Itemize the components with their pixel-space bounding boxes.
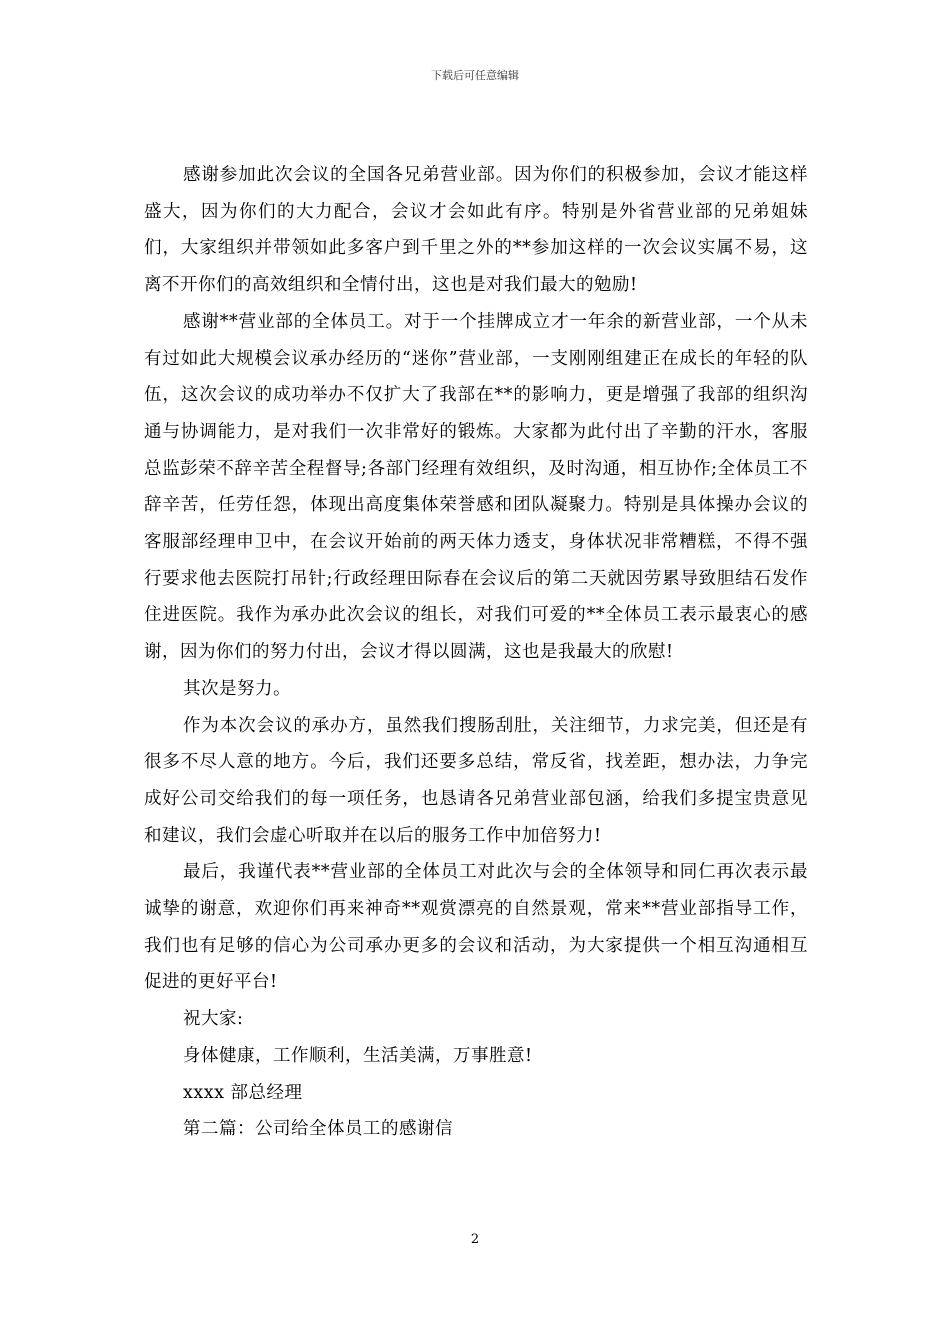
paragraph-closing: 最后，我谨代表**营业部的全体员工对此次与会的全体领导和同仁再次表示最诚挚的谢意，欢迎你们再来神奇**观赏漂亮的自然景观，常来**营业部指导工作，我们也有足够的信心为公司承办更多的会议和活动，为大家提供一个相互沟通相互促进的更好平台! bbox=[144, 862, 808, 993]
next-section-title: 第二篇：公司给全体员工的感谢信 bbox=[183, 1119, 453, 1140]
signature-line: xxxx 部总经理 bbox=[183, 1082, 303, 1103]
paragraph-thanks-branches: 感谢参加此次会议的全国各兄弟营业部。因为你们的积极参加，会议才能这样盛大，因为你们的大力配合，会议才会如此有序。特别是外省营业部的兄弟姐妹们，大家组织并带领如此多客户到千里之外的**参加这样的一次会议实属不易，这离不开你们的高效组织和全情付出，这也是对我们最大的勉励! bbox=[144, 165, 808, 296]
wishes-line: 身体健康，工作顺利，生活美满，万事胜意! bbox=[183, 1045, 533, 1066]
header-note: 下载后可任意编辑 bbox=[431, 69, 519, 82]
paragraph-effort: 作为本次会议的承办方，虽然我们搜肠刮肚，关注细节，力求完美，但还是有很多不尽人意的地方。今后，我们还要多总结，常反省，找差距，想办法，力争完成好公司交给我们的每一项任务，也恳请各兄弟营业部包涵，给我们多提宝贵意见和建议，我们会虚心听取并在以后的服务工作中加倍努力! bbox=[144, 715, 808, 846]
paragraph-thanks-staff: 感谢**营业部的全体员工。对于一个挂牌成立才一年余的新营业部，一个从未有过如此大规模会议承办经历的“迷你”营业部，一支刚刚组建正在成长的年轻的队伍，这次会议的成功举办不仅扩大了我部在**的影响力，更是增强了我部的组织沟通与协调能力，是对我们一次非常好的锻炼。大家都为此付出了辛勤的汗水，客服总监彭荣不辞辛苦全程督导;各部门经理有效组织，及时沟通，相互协作;全体员工不辞辛苦，任劳任怨，体现出高度集体荣誉感和团队凝聚力。特别是具体操办会议的客服部经理申卫中，在会议开始前的两天体力透支，身体状况非常糟糕，不得不强行要求他去医院打吊针;行政经理田际春在会议后的第二天就因劳累导致胆结石发作住进医院。我作为承办此次会议的组长，对我们可爱的**全体员工表示最衷心的感谢，因为你们的努力付出，会议才得以圆满，这也是我最大的欣慰! bbox=[144, 311, 808, 663]
paragraph-effort-heading: 其次是努力。 bbox=[183, 678, 291, 699]
page-number: 2 bbox=[470, 1232, 480, 1247]
greeting-line: 祝大家: bbox=[183, 1009, 244, 1030]
letter-body bbox=[144, 157, 808, 1148]
